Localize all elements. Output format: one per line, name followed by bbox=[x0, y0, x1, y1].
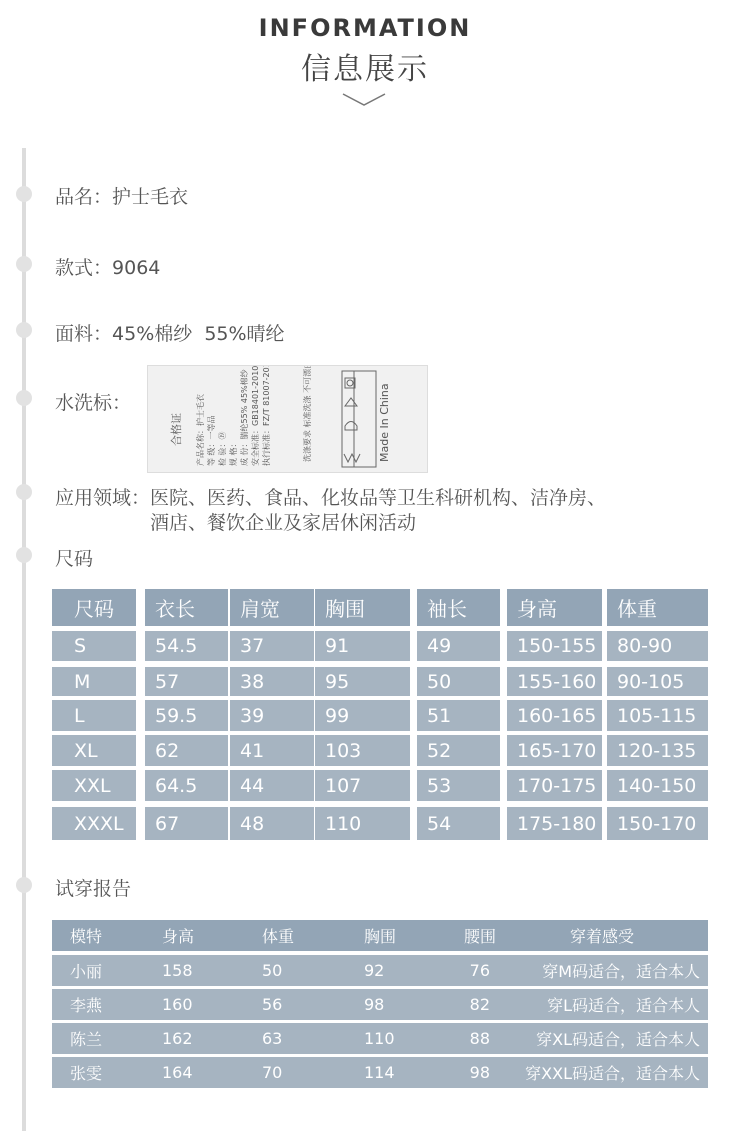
wash-tag-made-in: Made In China bbox=[378, 383, 391, 462]
header-title-cn: 信息展示 bbox=[301, 52, 429, 87]
product-name-label: 品名： bbox=[55, 186, 113, 208]
timeline-dot bbox=[16, 390, 32, 406]
fit-cell: 穿M码适合，适合本人 bbox=[542, 962, 700, 981]
fit-cell: 114 bbox=[364, 1063, 395, 1082]
fit-header-cell: 腰围 bbox=[464, 927, 497, 946]
size-cell: 50 bbox=[417, 667, 500, 696]
size-cell: 53 bbox=[417, 770, 500, 801]
size-cell: 120-135 bbox=[607, 735, 708, 766]
size-cell: 59.5 bbox=[145, 700, 228, 731]
timeline-line bbox=[22, 148, 26, 1131]
size-header-cell: 体重 bbox=[607, 589, 708, 626]
fit-section-title: 试穿报告 bbox=[55, 878, 132, 900]
fit-cell: 穿XL码适合，适合本人 bbox=[536, 1030, 700, 1049]
product-name-row bbox=[55, 182, 188, 209]
size-cell: 54 bbox=[417, 807, 500, 840]
wash-tag-line: 执行标准：FZ/T 81007-2012 bbox=[262, 366, 271, 466]
header-title-en: INFORMATION bbox=[258, 14, 472, 42]
fabric-label: 面料： bbox=[55, 323, 113, 345]
size-cell: 41 bbox=[230, 735, 314, 766]
fit-cell: 63 bbox=[262, 1029, 283, 1048]
chevron-down-icon bbox=[342, 92, 386, 108]
size-cell: 99 bbox=[315, 700, 410, 731]
size-header-cell: 身高 bbox=[507, 589, 602, 626]
size-cell: 48 bbox=[230, 807, 314, 840]
fit-cell: 88 bbox=[469, 1029, 490, 1048]
size-cell: 90-105 bbox=[607, 667, 708, 696]
wash-tag-line: 安全标准：GB18401-2010 bbox=[251, 366, 260, 466]
care-symbols-icon bbox=[342, 371, 376, 467]
wash-tag-line: 等 级：一等品 bbox=[207, 415, 216, 466]
size-header-cell: 胸围 bbox=[315, 589, 410, 626]
size-cell: 95 bbox=[315, 667, 410, 696]
size-cell: 107 bbox=[315, 770, 410, 801]
wash-label-image bbox=[147, 365, 428, 473]
fit-header-cell: 体重 bbox=[262, 927, 295, 946]
usage-line-2: 酒店、餐饮企业及家居休闲活动 bbox=[150, 512, 417, 534]
fit-cell: 小丽 bbox=[70, 962, 103, 981]
size-section-title: 尺码 bbox=[55, 548, 94, 570]
size-cell: XXXL bbox=[52, 807, 136, 840]
size-cell: 49 bbox=[417, 631, 500, 661]
size-cell: 62 bbox=[145, 735, 228, 766]
size-cell: 175-180 bbox=[507, 807, 602, 840]
fabric-value: 45%棉纱 55%晴纶 bbox=[112, 323, 285, 345]
style-row bbox=[55, 253, 160, 280]
timeline-dot bbox=[16, 484, 32, 500]
fit-cell: 张雯 bbox=[70, 1064, 103, 1083]
fit-table-header bbox=[52, 920, 708, 951]
timeline-dot bbox=[16, 322, 32, 338]
size-cell: 57 bbox=[145, 667, 228, 696]
fit-cell: 56 bbox=[262, 995, 283, 1014]
timeline-dot bbox=[16, 186, 32, 202]
fit-cell: 98 bbox=[469, 1063, 490, 1082]
size-header-cell: 尺码 bbox=[52, 589, 136, 626]
fit-cell: 穿L码适合，适合本人 bbox=[547, 996, 700, 1015]
fit-cell: 162 bbox=[162, 1029, 193, 1048]
size-cell: 67 bbox=[145, 807, 228, 840]
usage-label: 应用领域： bbox=[55, 487, 151, 509]
size-cell: 54.5 bbox=[145, 631, 228, 661]
fit-table-row bbox=[52, 1023, 708, 1054]
size-cell: 110 bbox=[315, 807, 410, 840]
size-cell: 37 bbox=[230, 631, 314, 661]
wash-tag-line: 规 格： bbox=[229, 439, 238, 466]
timeline-dot bbox=[16, 877, 32, 893]
size-cell: M bbox=[52, 667, 136, 696]
fit-table-row bbox=[52, 989, 708, 1020]
timeline-dot bbox=[16, 547, 32, 563]
size-cell: 51 bbox=[417, 700, 500, 731]
size-cell: XXL bbox=[52, 770, 136, 801]
size-cell: 170-175 bbox=[507, 770, 602, 801]
size-cell: 39 bbox=[230, 700, 314, 731]
size-cell: 64.5 bbox=[145, 770, 228, 801]
fit-cell: 李燕 bbox=[70, 996, 103, 1015]
wash-tag-line: 检 验：⑲ bbox=[218, 431, 227, 466]
size-cell: 150-155 bbox=[507, 631, 602, 661]
size-header-cell: 衣长 bbox=[145, 589, 228, 626]
wash-label: 水洗标： bbox=[55, 392, 132, 414]
size-cell: XL bbox=[52, 735, 136, 766]
size-cell: 165-170 bbox=[507, 735, 602, 766]
fit-cell: 92 bbox=[364, 961, 385, 980]
wash-tag-line: 成 份：腈纶55% 45%棉纱 bbox=[240, 369, 249, 466]
fit-cell: 50 bbox=[262, 961, 283, 980]
fit-cell: 164 bbox=[162, 1063, 193, 1082]
size-cell: 91 bbox=[315, 631, 410, 661]
size-cell: 155-160 bbox=[507, 667, 602, 696]
size-cell: S bbox=[52, 631, 136, 661]
fit-table-row bbox=[52, 955, 708, 986]
fabric-row bbox=[55, 319, 285, 346]
size-cell: 150-170 bbox=[607, 807, 708, 840]
fit-cell: 70 bbox=[262, 1063, 283, 1082]
fit-header-cell: 胸围 bbox=[364, 927, 397, 946]
style-label: 款式： bbox=[55, 257, 113, 279]
size-cell: 80-90 bbox=[607, 631, 708, 661]
fit-cell: 76 bbox=[469, 961, 490, 980]
wash-tag-line: 产品名称：护士毛衣 bbox=[196, 394, 205, 466]
wash-tag-title: 合格证 bbox=[170, 413, 183, 446]
timeline-dot bbox=[16, 256, 32, 272]
fit-cell: 陈兰 bbox=[70, 1030, 103, 1049]
usage-line-1: 医院、医药、食品、化妆品等卫生科研机构、洁净房、 bbox=[150, 487, 607, 509]
size-cell: 38 bbox=[230, 667, 314, 696]
fit-cell: 98 bbox=[364, 995, 385, 1014]
wash-tag-care-text: 洗涤要求 标准洗涤 不可漂白 低温熨烫 bbox=[303, 366, 312, 462]
size-cell: 105-115 bbox=[607, 700, 708, 731]
size-cell: L bbox=[52, 700, 136, 731]
size-cell: 103 bbox=[315, 735, 410, 766]
size-header-cell: 袖长 bbox=[417, 589, 500, 626]
style-value: 9064 bbox=[112, 257, 161, 279]
fit-cell: 110 bbox=[364, 1029, 395, 1048]
fit-table-row bbox=[52, 1057, 708, 1088]
fit-cell: 158 bbox=[162, 961, 193, 980]
fit-header-cell: 身高 bbox=[162, 927, 195, 946]
size-cell: 44 bbox=[230, 770, 314, 801]
size-cell: 140-150 bbox=[607, 770, 708, 801]
size-header-cell: 肩宽 bbox=[230, 589, 314, 626]
fit-cell: 160 bbox=[162, 995, 193, 1014]
size-cell: 160-165 bbox=[507, 700, 602, 731]
size-cell: 52 bbox=[417, 735, 500, 766]
product-name-value: 护士毛衣 bbox=[112, 186, 189, 208]
fit-cell: 82 bbox=[469, 995, 490, 1014]
fit-header-cell: 模特 bbox=[70, 927, 103, 946]
fit-cell: 穿XXL码适合，适合本人 bbox=[525, 1064, 700, 1083]
fit-header-cell: 穿着感受 bbox=[570, 927, 635, 946]
